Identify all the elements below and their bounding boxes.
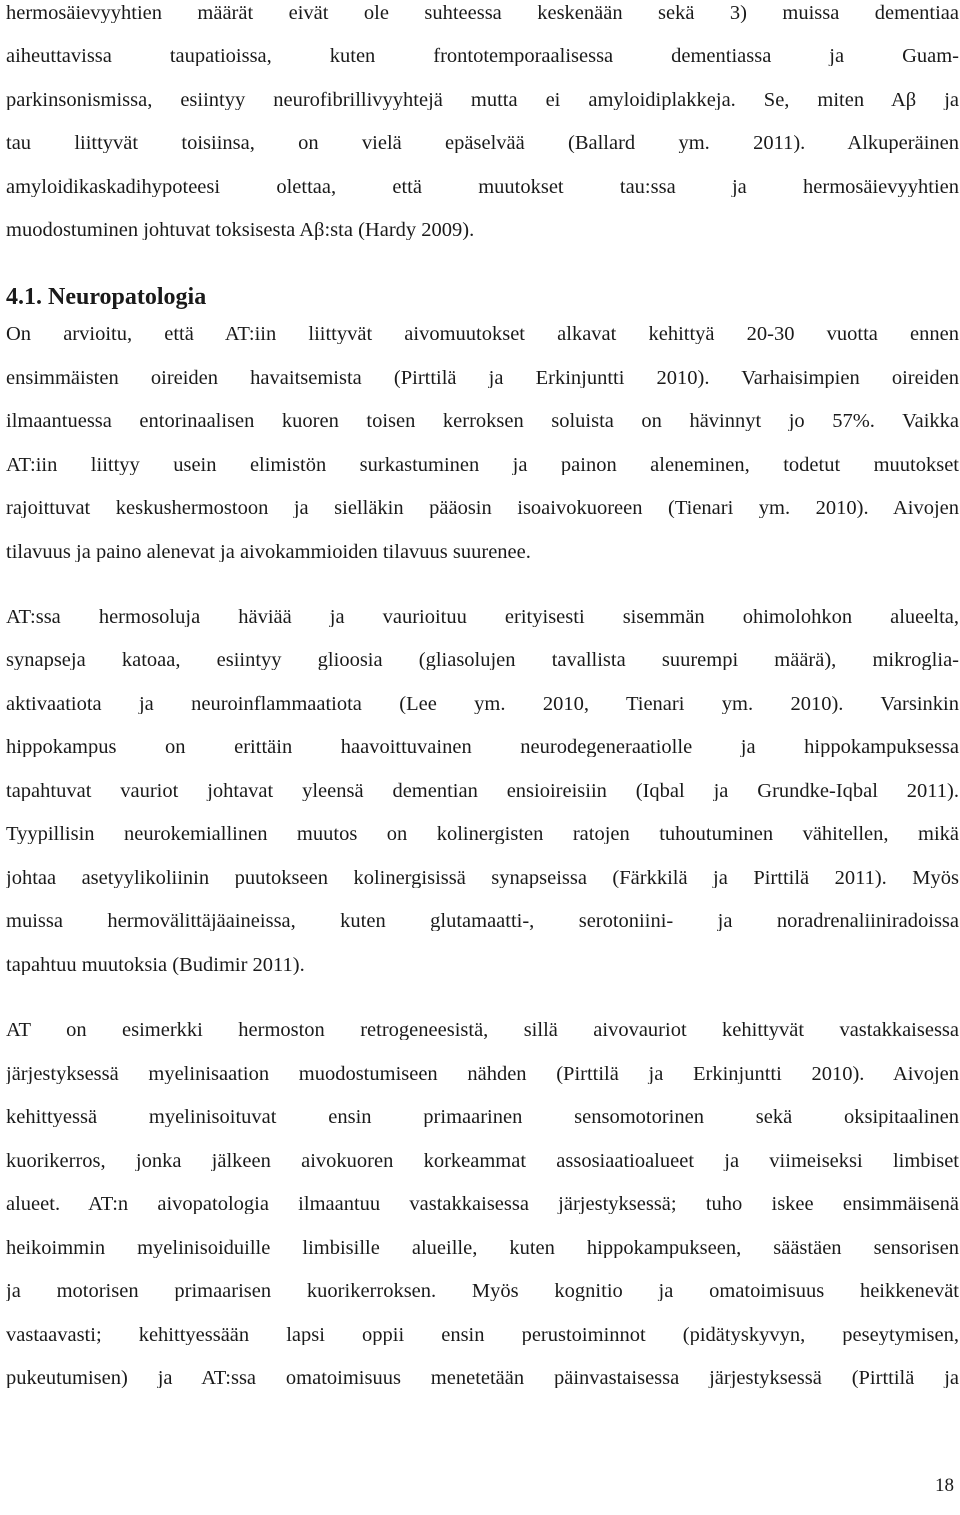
text-line: heikoimmin myelinisoiduille limbisille alueille, kuten hippokampukseen, säästäen sensorisen bbox=[6, 1238, 959, 1258]
text-line: muodostuminen johtuvat toksisesta Aβ:sta (Hardy 2009). bbox=[6, 220, 475, 240]
text-line: rajoittuvat keskushermostoon ja sielläkin pääosin isoaivokuoreen (Tienari ym. 2010). Aivojen bbox=[6, 498, 959, 518]
text-line: muissa hermovälittäjäaineissa, kuten glutamaatti-, serotoniini- ja noradrenaliiniradoissa bbox=[6, 911, 959, 931]
text-line: ensimmäisten oireiden havaitsemista (Pirttilä ja Erkinjuntti 2010). Varhaisimpien oireiden bbox=[6, 368, 959, 388]
text-line: tapahtuu muutoksia (Budimir 2011). bbox=[6, 955, 305, 975]
text-line: AT:ssa hermosoluja häviää ja vaurioituu erityisesti sisemmän ohimolohkon alueelta, bbox=[6, 607, 959, 627]
text-line: hippokampus on erittäin haavoittuvainen neurodegeneraatiolle ja hippokampuksessa bbox=[6, 737, 959, 757]
text-line: kuorikerros, jonka jälkeen aivokuoren korkeammat assosiaatioalueet ja viimeiseksi limbiset bbox=[6, 1151, 959, 1171]
text-line: alueet. AT:n aivopatologia ilmaantuu vastakkaisessa järjestyksessä; tuho iskee ensimmäisenä bbox=[6, 1194, 959, 1214]
text-line: AT on esimerkki hermoston retrogeneesistä, sillä aivovauriot kehittyvät vastakkaisessa bbox=[6, 1020, 959, 1040]
text-line: tapahtuvat vauriot johtavat yleensä dementian ensioireisiin (Iqbal ja Grundke-Iqbal 2011). bbox=[6, 781, 959, 801]
text-line: hermosäievyyhtien määrät eivät ole suhteessa keskenään sekä 3) muissa dementiaa bbox=[6, 3, 959, 23]
text-line: johtaa asetyylikoliinin puutokseen kolinergisissä synapseissa (Färkkilä ja Pirttilä 2011). Myös bbox=[6, 868, 959, 888]
text-line: vastaavasti; kehittyessään lapsi oppii ensin perustoiminnot (pidätyskyvyn, peseytymisen, bbox=[6, 1325, 959, 1345]
text-line: kehittyessä myelinisoituvat ensin primaarinen sensomotorinen sekä oksipitaalinen bbox=[6, 1107, 959, 1127]
text-line: tau liittyvät toisiinsa, on vielä epäselvää (Ballard ym. 2011). Alkuperäinen bbox=[6, 133, 959, 153]
text-line: Tyypillisin neurokemiallinen muutos on kolinergisten ratojen tuhoutuminen vähitellen, mikä bbox=[6, 824, 959, 844]
text-line: On arvioitu, että AT:iin liittyvät aivomuutokset alkavat kehittyä 20-30 vuotta ennen bbox=[6, 324, 959, 344]
section-heading: 4.1. Neuropatologia bbox=[6, 284, 207, 310]
text-line: järjestyksessä myelinisaation muodostumiseen nähden (Pirttilä ja Erkinjuntti 2010). Aivojen bbox=[6, 1064, 959, 1084]
text-line: parkinsonismissa, esiintyy neurofibrillivyyhtejä mutta ei amyloidiplakkeja. Se, miten Aβ ja bbox=[6, 90, 959, 110]
text-line: ja motorisen primaarisen kuorikerroksen. Myös kognitio ja omatoimisuus heikkenevät bbox=[6, 1281, 959, 1301]
text-line: aktivaatiota ja neuroinflammaatiota (Lee ym. 2010, Tienari ym. 2010). Varsinkin bbox=[6, 694, 959, 714]
text-line: pukeutumisen) ja AT:ssa omatoimisuus menetetään päinvastaisessa järjestyksessä (Pirttilä ja bbox=[6, 1368, 959, 1388]
text-line: synapseja katoaa, esiintyy glioosia (gliasolujen tavallista suurempi määrä), mikroglia- bbox=[6, 650, 959, 670]
text-line: aiheuttavissa taupatioissa, kuten frontotemporaalisessa dementiassa ja Guam- bbox=[6, 46, 959, 66]
page-number: 18 bbox=[935, 1475, 954, 1496]
text-line: tilavuus ja paino alenevat ja aivokammioiden tilavuus suurenee. bbox=[6, 542, 531, 562]
text-line: amyloidikaskadihypoteesi olettaa, että muutokset tau:ssa ja hermosäievyyhtien bbox=[6, 177, 959, 197]
text-line: ilmaantuessa entorinaalisen kuoren toisen kerroksen soluista on hävinnyt jo 57%. Vaikka bbox=[6, 411, 959, 431]
text-line: AT:iin liittyy usein elimistön surkastuminen ja painon aleneminen, todetut muutokset bbox=[6, 455, 959, 475]
